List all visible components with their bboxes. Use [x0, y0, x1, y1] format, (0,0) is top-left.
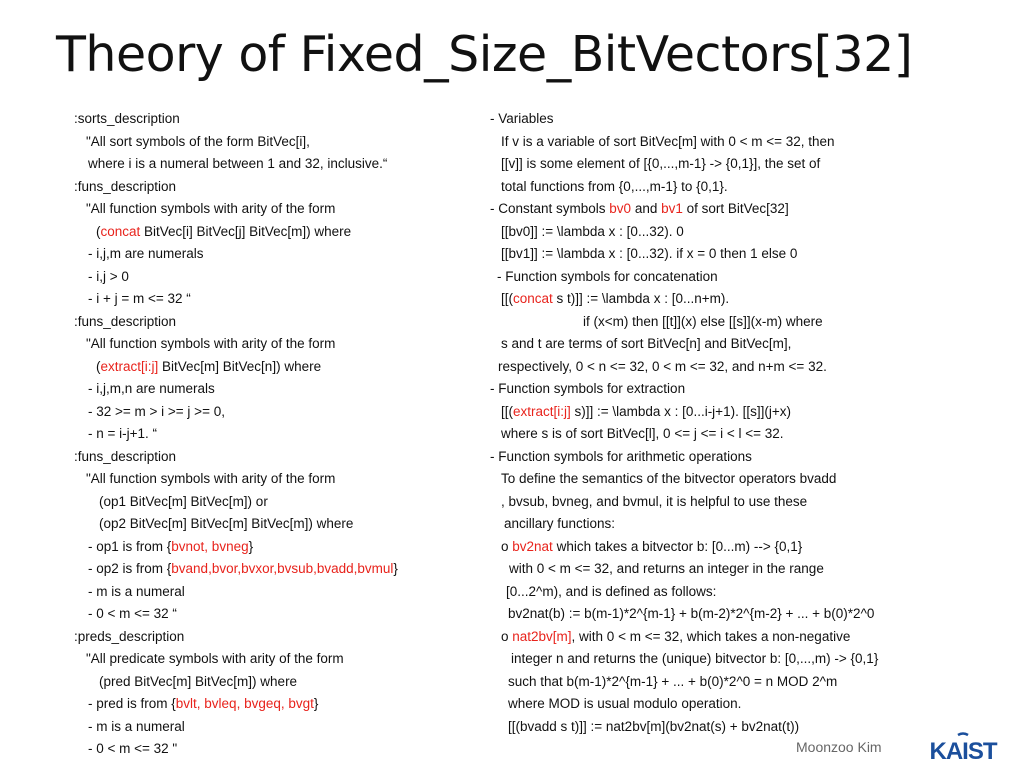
- text-line: [74, 491, 474, 514]
- text-segment: , bvsub, bvneg, and bvmul, it is helpful to use these: [501, 493, 808, 509]
- text-segment: If v is a variable of sort BitVec[m] with 0 < m <= 32, then: [501, 133, 835, 149]
- text-segment: - 32 >= m > i >= j >= 0,: [88, 403, 225, 419]
- text-line: [74, 648, 474, 671]
- text-segment: [[(: [501, 291, 513, 306]
- text-segment: o: [501, 628, 513, 644]
- text-line: [490, 513, 1010, 536]
- text-line: [490, 446, 1010, 469]
- text-segment: }: [313, 696, 319, 711]
- text-segment: of sort BitVec[32]: [682, 201, 789, 216]
- text-segment: [[(bvadd s t)]] := nat2bv[m](bv2nat(s) + bv2nat(t)): [508, 718, 800, 734]
- text-line: [490, 153, 1010, 176]
- text-line: [74, 221, 474, 244]
- highlighted-term: bv2nat: [512, 538, 553, 554]
- kaist-logo: [924, 731, 1002, 763]
- text-segment: if (x<m) then [[t]](x) else [[s]](x-m) where: [583, 313, 823, 329]
- highlighted-term: extract[i:j]: [513, 403, 571, 419]
- text-segment: [0...2^m), and is defined as follows:: [506, 583, 717, 599]
- highlighted-term: nat2bv[m]: [512, 628, 572, 644]
- author-name: Moonzoo Kim: [796, 739, 882, 755]
- text-line: [490, 198, 1010, 221]
- text-segment: [[bv1]] := \lambda x : [0...32). if x = 0 then 1 else 0: [501, 246, 798, 261]
- text-line: [490, 333, 1010, 356]
- text-segment: [[bv0]] := \lambda x : [0...32). 0: [501, 223, 684, 239]
- highlighted-term: extract[i:j]: [100, 358, 159, 374]
- text-line: [74, 581, 474, 604]
- text-line: [74, 738, 474, 761]
- text-line: [490, 671, 1010, 694]
- text-segment: (pred BitVec[m] BitVec[m]) where: [99, 673, 298, 689]
- text-segment: [[(: [501, 403, 513, 419]
- text-segment: "All function symbols with arity of the form: [86, 336, 336, 351]
- text-line: [490, 603, 1010, 626]
- highlighted-term: bvnot, bvneg: [171, 538, 249, 554]
- text-line: [490, 468, 1010, 491]
- text-segment: - pred is from {: [88, 696, 176, 711]
- text-line: [490, 401, 1010, 424]
- text-line: [74, 716, 474, 739]
- text-line: [490, 581, 1010, 604]
- text-segment: "All predicate symbols with arity of the form: [86, 651, 344, 666]
- text-line: [490, 378, 1010, 401]
- text-segment: - Constant symbols: [490, 201, 610, 216]
- highlighted-term: bvand,bvor,bvxor,bvsub,bvadd,bvmul: [171, 561, 394, 576]
- highlighted-term: concat: [100, 223, 141, 239]
- text-line: [490, 626, 1010, 649]
- text-segment: - op1 is from {: [88, 538, 172, 554]
- text-line: [490, 491, 1010, 514]
- right-column-semantics: [490, 108, 1010, 738]
- text-line: [74, 513, 474, 536]
- text-line: [74, 176, 474, 199]
- text-segment: o: [501, 538, 513, 554]
- text-line: [490, 536, 1010, 559]
- text-line: [74, 131, 474, 154]
- text-segment: (: [96, 358, 101, 374]
- text-segment: (op1 BitVec[m] BitVec[m]) or: [99, 493, 268, 509]
- text-line: [74, 153, 474, 176]
- text-segment: - i,j > 0: [88, 268, 129, 284]
- text-segment: (: [96, 223, 101, 239]
- text-line: [490, 311, 1010, 334]
- text-line: [490, 558, 1010, 581]
- text-line: [74, 333, 474, 356]
- text-line: [490, 176, 1010, 199]
- text-line: [490, 243, 1010, 266]
- highlighted-term: bv1: [661, 201, 683, 216]
- text-segment: - Function symbols for arithmetic operations: [490, 448, 752, 464]
- text-line: [74, 356, 474, 379]
- text-segment: s)]] := \lambda x : [0...i-j+1). [[s]](j+x): [570, 403, 791, 419]
- text-line: [74, 536, 474, 559]
- text-segment: where i is a numeral between 1 and 32, inclusive.“: [88, 156, 388, 171]
- text-segment: :funs_description: [74, 448, 177, 464]
- text-segment: - m is a numeral: [88, 583, 185, 599]
- text-segment: - 0 < m <= 32 “: [88, 606, 177, 621]
- text-segment: BitVec[m] BitVec[n]) where: [158, 358, 322, 374]
- text-line: [74, 693, 474, 716]
- text-segment: where MOD is usual modulo operation.: [508, 696, 742, 711]
- text-line: [74, 558, 474, 581]
- text-segment: :preds_description: [74, 628, 185, 644]
- text-line: [490, 288, 1010, 311]
- text-line: [74, 423, 474, 446]
- text-line: [490, 648, 1010, 671]
- highlighted-term: concat: [513, 291, 553, 306]
- text-line: [74, 603, 474, 626]
- text-segment: such that b(m-1)*2^{m-1} + ... + b(0)*2^0 = n MOD 2^m: [508, 673, 838, 689]
- text-line: [490, 221, 1010, 244]
- text-segment: s and t are terms of sort BitVec[n] and BitVec[m],: [501, 336, 792, 351]
- text-segment: "All function symbols with arity of the form: [86, 471, 336, 486]
- text-segment: To define the semantics of the bitvector operators bvadd: [501, 471, 837, 486]
- text-segment: with 0 < m <= 32, and returns an integer in the range: [509, 561, 824, 576]
- text-line: [74, 446, 474, 469]
- text-line: [74, 311, 474, 334]
- logo-wordmark: KAIST: [929, 738, 997, 763]
- text-segment: ancillary functions:: [504, 516, 616, 531]
- text-line: [74, 108, 474, 131]
- text-line: [490, 356, 1010, 379]
- text-segment: - i + j = m <= 32 “: [88, 291, 191, 306]
- text-segment: "All sort symbols of the form BitVec[i],: [86, 133, 310, 149]
- text-segment: bv2nat(b) := b(m-1)*2^{m-1} + b(m-2)*2^{m-2} + ... + b(0)*2^0: [508, 606, 875, 621]
- text-segment: which takes a bitvector b: [0...m) --> {0,1}: [552, 538, 803, 554]
- text-segment: :funs_description: [74, 178, 177, 194]
- text-line: [74, 243, 474, 266]
- text-line: [74, 671, 474, 694]
- text-segment: - i,j,m are numerals: [88, 246, 204, 261]
- text-line: [74, 288, 474, 311]
- text-segment: (op2 BitVec[m] BitVec[m] BitVec[m]) where: [99, 516, 354, 531]
- text-line: [74, 401, 474, 424]
- highlighted-term: bvlt, bvleq, bvgeq, bvgt: [175, 696, 314, 711]
- text-line: [490, 266, 1010, 289]
- text-line: [490, 423, 1010, 446]
- text-segment: :funs_description: [74, 313, 177, 329]
- text-line: [74, 626, 474, 649]
- text-segment: respectively, 0 < n <= 32, 0 < m <= 32, and n+m <= 32.: [498, 358, 827, 374]
- text-line: [74, 378, 474, 401]
- text-line: [74, 266, 474, 289]
- text-segment: where s is of sort BitVec[l], 0 <= j <= i < l <= 32.: [501, 426, 784, 441]
- text-segment: - 0 < m <= 32 ": [88, 741, 178, 756]
- text-segment: - Variables: [490, 111, 554, 126]
- highlighted-term: bv0: [609, 201, 632, 216]
- text-line: [74, 198, 474, 221]
- left-column-definitions: [74, 108, 474, 761]
- text-segment: - op2 is from {: [88, 561, 172, 576]
- text-segment: and: [631, 201, 662, 216]
- text-segment: , with 0 < m <= 32, which takes a non-negative: [571, 628, 851, 644]
- text-segment: - i,j,m,n are numerals: [88, 381, 215, 396]
- text-line: [490, 131, 1010, 154]
- text-line: [74, 468, 474, 491]
- text-segment: - Function symbols for concatenation: [497, 268, 718, 284]
- text-segment: - n = i-j+1. “: [88, 426, 158, 441]
- text-segment: integer n and returns the (unique) bitvector b: [0,...,m) -> {0,1}: [511, 651, 879, 666]
- text-segment: :sorts_description: [74, 111, 180, 126]
- text-line: [490, 108, 1010, 131]
- text-segment: [[v]] is some element of [{0,...,m-1} -> {0,1}], the set of: [501, 156, 821, 171]
- text-segment: - Function symbols for extraction: [490, 381, 686, 396]
- text-segment: total functions from {0,...,m-1} to {0,1}.: [501, 178, 728, 194]
- text-segment: "All function symbols with arity of the form: [86, 201, 336, 216]
- text-segment: BitVec[i] BitVec[j] BitVec[m]) where: [140, 223, 352, 239]
- slide-title: Theory of Fixed_Size_BitVectors[32]: [56, 26, 913, 83]
- text-segment: s t)]] := \lambda x : [0...n+m).: [552, 291, 730, 306]
- text-segment: }: [248, 538, 254, 554]
- text-segment: - m is a numeral: [88, 718, 185, 734]
- text-segment: }: [393, 561, 398, 576]
- text-line: [490, 693, 1010, 716]
